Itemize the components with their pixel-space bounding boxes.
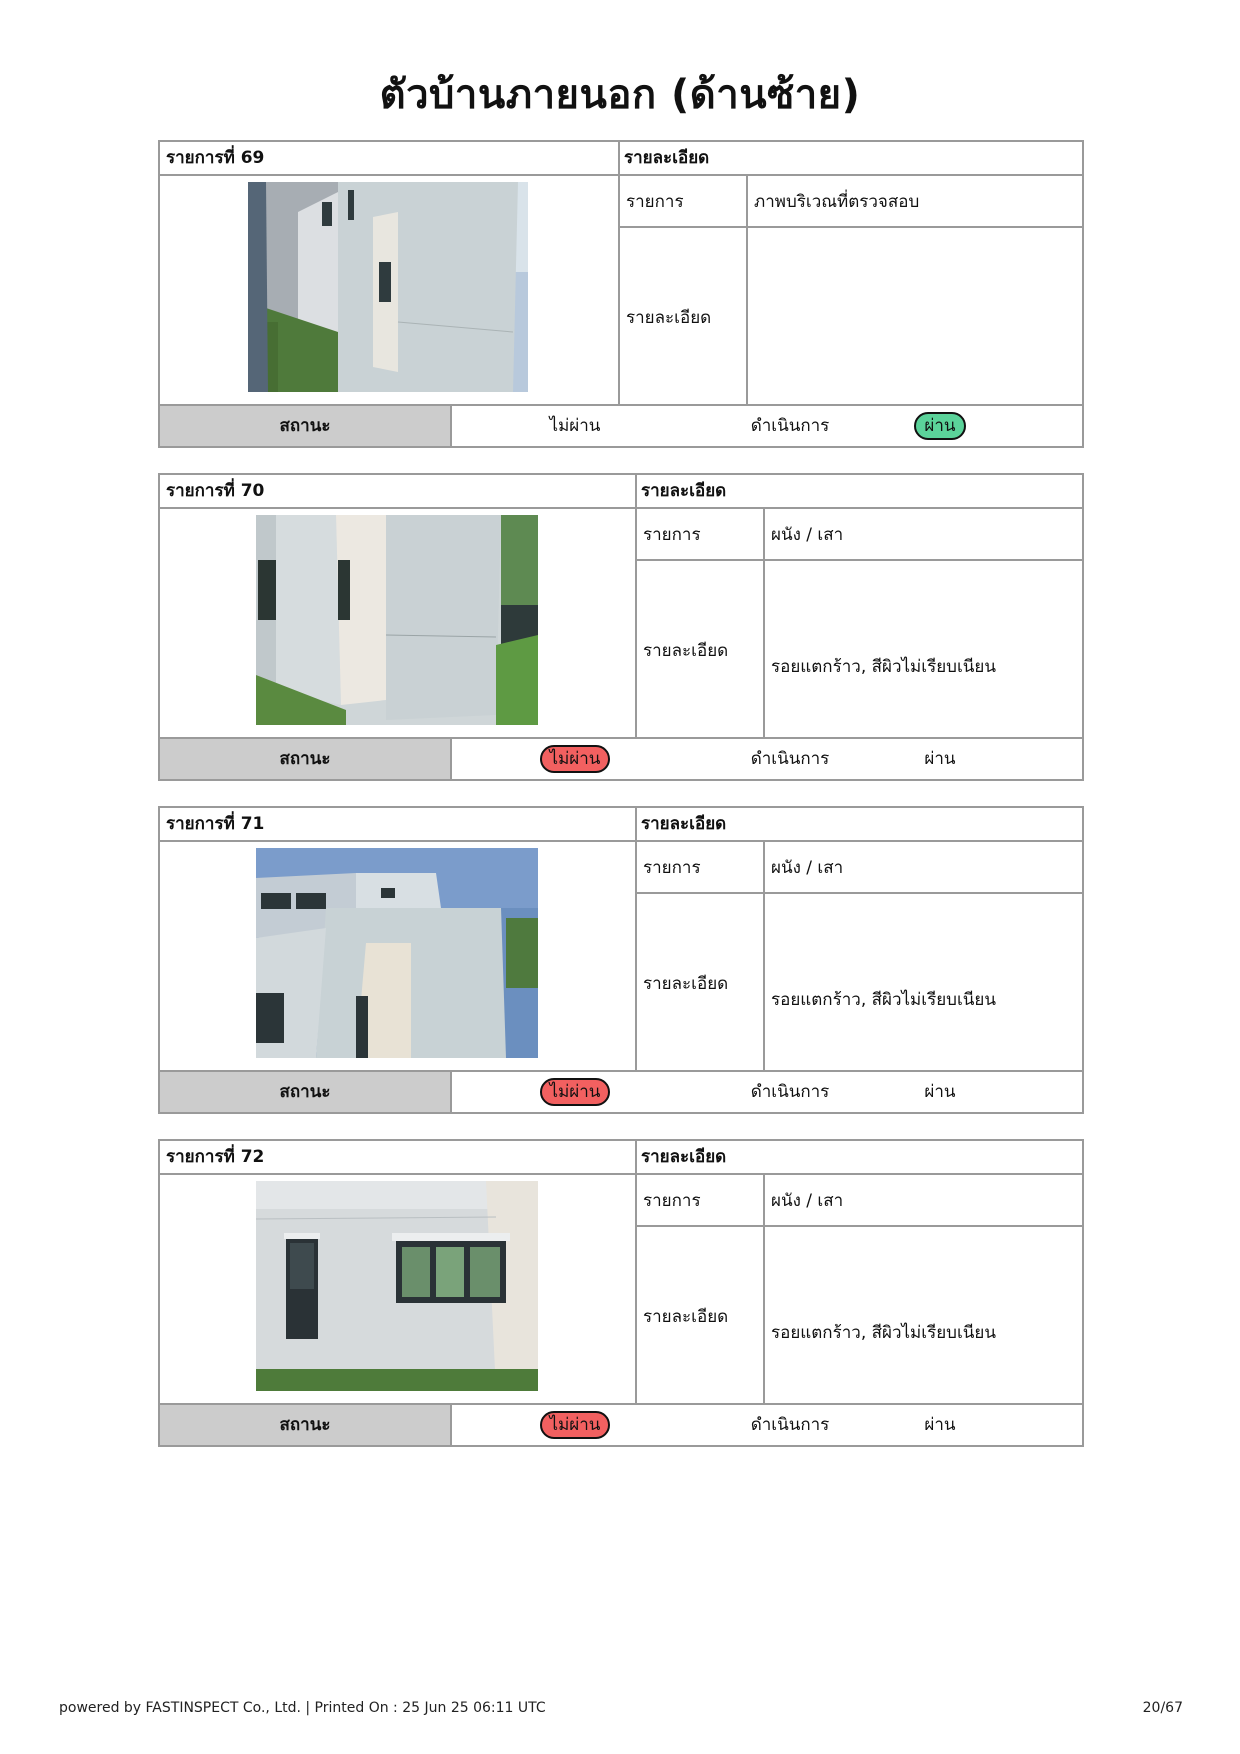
- status-option-fail[interactable]: [510, 739, 640, 779]
- status-option-fail-label: ไม่ผ่าน: [540, 1411, 611, 1439]
- status-row: [160, 1070, 1082, 1112]
- page-number: 20/67: [1142, 1700, 1183, 1716]
- inspection-item-72: [158, 1139, 1084, 1447]
- footer-printed-info: powered by FASTINSPECT Co., Ltd. | Printed On : 25 Jun 25 06:11 UTC: [59, 1700, 546, 1716]
- detail-label: รายละเอียด: [637, 894, 765, 1072]
- item-label: รายการ: [620, 176, 748, 226]
- inspection-item-70: [158, 473, 1084, 781]
- status-option-in-progress[interactable]: [700, 739, 880, 779]
- detail-value: [748, 228, 1084, 406]
- inspection-photo[interactable]: [256, 515, 538, 725]
- page-title: ตัวบ้านภายนอก (ด้านซ้าย): [379, 72, 861, 118]
- detail-label: รายละเอียด: [620, 228, 748, 406]
- item-value: ผนัง / เสา: [771, 524, 844, 545]
- item-value: ผนัง / เสา: [771, 857, 844, 878]
- status-option-pass[interactable]: [875, 406, 1005, 446]
- status-option-in-progress-label: ดำเนินการ: [750, 1082, 830, 1102]
- status-option-pass-label: ผ่าน: [924, 749, 956, 769]
- status-option-pass-label: ผ่าน: [924, 1082, 956, 1102]
- status-option-fail-label: ไม่ผ่าน: [549, 416, 601, 436]
- details-header: รายละเอียด: [635, 1141, 1082, 1175]
- item-header: รายการที่ 71: [160, 808, 637, 842]
- status-option-fail-label: ไม่ผ่าน: [540, 1078, 611, 1106]
- details-header: รายละเอียด: [635, 475, 1082, 509]
- status-label: สถานะ: [160, 406, 452, 446]
- item-value: ภาพบริเวณที่ตรวจสอบ: [754, 191, 920, 212]
- inspection-photo[interactable]: [256, 848, 538, 1058]
- status-option-fail[interactable]: [510, 1405, 640, 1445]
- inspection-photo[interactable]: [256, 1181, 538, 1391]
- item-label: รายการ: [637, 1175, 765, 1225]
- status-option-pass[interactable]: [875, 739, 1005, 779]
- status-option-in-progress[interactable]: [700, 406, 880, 446]
- photo-cell: [160, 1175, 637, 1405]
- detail-value: รอยแตกร้าว, สีผิวไม่เรียบเนียน: [771, 990, 996, 1010]
- item-header: รายการที่ 70: [160, 475, 637, 509]
- photo-cell: [160, 176, 620, 406]
- status-option-in-progress-label: ดำเนินการ: [750, 1415, 830, 1435]
- inspection-item-71: [158, 806, 1084, 1114]
- status-option-fail-label: ไม่ผ่าน: [540, 745, 611, 773]
- item-value: ผนัง / เสา: [771, 1190, 844, 1211]
- detail-value: รอยแตกร้าว, สีผิวไม่เรียบเนียน: [771, 657, 996, 677]
- inspection-item-69: [158, 140, 1084, 448]
- details-header: รายละเอียด: [635, 808, 1082, 842]
- status-label: สถานะ: [160, 1405, 452, 1445]
- status-option-in-progress-label: ดำเนินการ: [750, 416, 830, 436]
- status-row: [160, 1403, 1082, 1445]
- status-option-in-progress-label: ดำเนินการ: [750, 749, 830, 769]
- status-option-in-progress[interactable]: [700, 1072, 880, 1112]
- details-header: รายละเอียด: [618, 142, 1082, 176]
- inspection-photo[interactable]: [248, 182, 528, 392]
- status-row: [160, 737, 1082, 779]
- item-header: รายการที่ 69: [160, 142, 620, 176]
- item-label: รายการ: [637, 842, 765, 892]
- status-option-fail[interactable]: [510, 406, 640, 446]
- detail-label: รายละเอียด: [637, 561, 765, 739]
- item-label: รายการ: [637, 509, 765, 559]
- status-option-fail[interactable]: [510, 1072, 640, 1112]
- status-option-in-progress[interactable]: [700, 1405, 880, 1445]
- status-option-pass[interactable]: [875, 1405, 1005, 1445]
- photo-cell: [160, 509, 637, 739]
- status-label: สถานะ: [160, 739, 452, 779]
- photo-cell: [160, 842, 637, 1072]
- status-label: สถานะ: [160, 1072, 452, 1112]
- status-row: [160, 404, 1082, 446]
- detail-value: รอยแตกร้าว, สีผิวไม่เรียบเนียน: [771, 1323, 996, 1343]
- status-option-pass-label: ผ่าน: [914, 412, 965, 440]
- item-header: รายการที่ 72: [160, 1141, 637, 1175]
- status-option-pass-label: ผ่าน: [924, 1415, 956, 1435]
- status-option-pass[interactable]: [875, 1072, 1005, 1112]
- detail-label: รายละเอียด: [637, 1227, 765, 1405]
